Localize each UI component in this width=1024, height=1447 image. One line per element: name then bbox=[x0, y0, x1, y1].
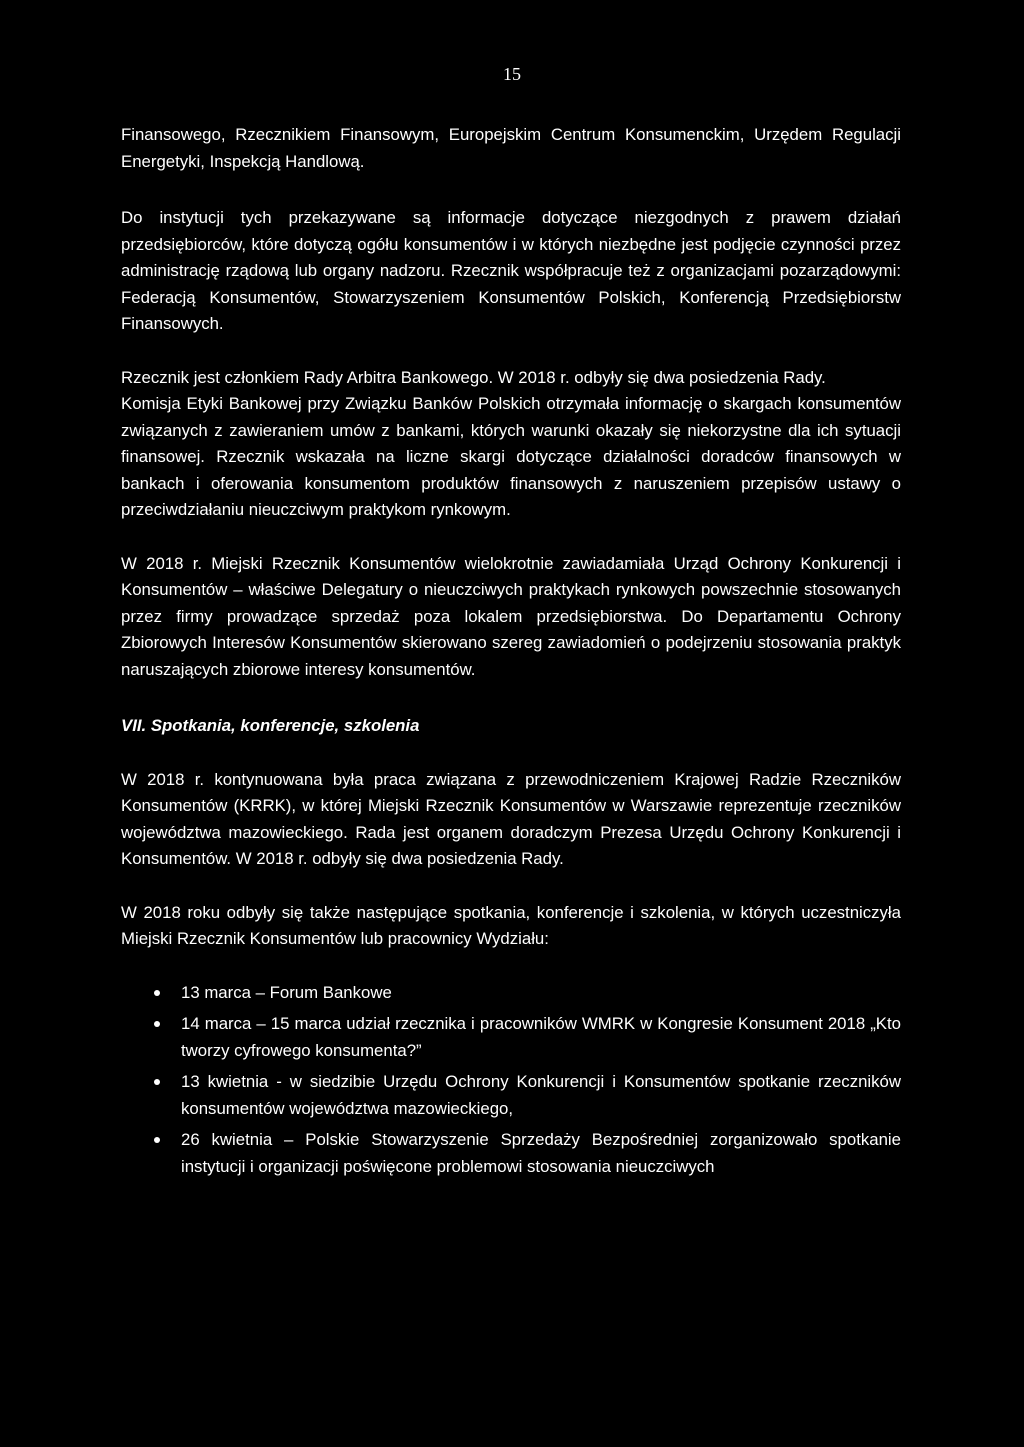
list-item bbox=[121, 1011, 901, 1064]
paragraph-bank-arbiter: Rzecznik jest członkiem Rady Arbitra Bankowego. W 2018 r. odbyły się dwa posiedzenia Rady. bbox=[121, 367, 826, 387]
page-number bbox=[0, 64, 1024, 85]
document-body bbox=[121, 122, 901, 1185]
list-item-text: 13 marca – Forum Bankowe bbox=[181, 982, 392, 1002]
bullet-icon bbox=[154, 990, 160, 996]
paragraph-uokik-notifications: W 2018 r. Miejski Rzecznik Konsumentów wielokrotnie zawiadamiała Urząd Ochrony Konkurencji i Konsumentów – właściwe Delegatury o nieuczciwych praktykach rynkowych powszechnie stosowanych przez firmy prowadzące sprzedaż poza lokalem przedsiębiorstwa. Do Departamentu Ochrony Zbiorowych Interesów Konsumentów skierowano szereg zawiadomień o podejrzeniu stosowania praktyk naruszających zbiorowe interesy konsumentów. bbox=[121, 553, 901, 679]
paragraph-cooperation: Do instytucji tych przekazywane są informacje dotyczące niezgodnych z prawem działań przedsiębiorców, które dotyczą ogółu konsumentów i w których niezbędne jest podjęcie czynności przez administrację rządową lub organy nadzoru. Rzecznik współpracuje też z organizacjami pozarządowymi: Federacją Konsumentów, Stowarzyszeniem Konsumentów Polskich, Konferencją Przedsiębiorstw Finansowych. bbox=[121, 208, 901, 333]
list-item bbox=[121, 1127, 901, 1180]
section-heading: VII. Spotkania, konferencje, szkolenia bbox=[121, 716, 420, 735]
bullet-icon bbox=[154, 1137, 160, 1143]
list-item bbox=[121, 980, 901, 1007]
list-item-text: 14 marca – 15 marca udział rzecznika i pracowników WMRK w Kongresie Konsument 2018 „Kto tworzy cyfrowego konsumenta?” bbox=[181, 1014, 901, 1060]
paragraph-institutions-continued: Finansowego, Rzecznikiem Finansowym, Europejskim Centrum Konsumenckim, Urzędem Regulacji Energetyki, Inspekcją Handlową. bbox=[121, 125, 901, 171]
paragraph-banking-ethics: Komisja Etyki Bankowej przy Związku Banków Polskich otrzymała informację o skargach konsumentów związanych z zawieraniem umów z bankami, których warunki okazały się niekorzystne dla ich sytuacji finansowej. Rzecznik wskazała na liczne skargi dotyczące działalności doradców finansowych w bankach i oferowania konsumentom produktów finansowych z naruszeniem przepisów ustawy o przeciwdziałaniu nieuczciwym praktykom rynkowym. bbox=[121, 394, 901, 519]
paragraph-krrk: W 2018 r. kontynuowana była praca związana z przewodniczeniem Krajowej Radzie Rzeczników Konsumentów (KRRK), w której Miejski Rzecznik Konsumentów w Warszawie reprezentuje rzeczników województwa mazowieckiego. Rada jest organem doradczym Prezesa Urzędu Ochrony Konkurencji i Konsumentów. W 2018 r. odbyły się dwa posiedzenia Rady. bbox=[121, 769, 901, 868]
page-number-text: 15 bbox=[503, 64, 521, 84]
paragraph-meetings-intro: W 2018 roku odbyły się także następujące spotkania, konferencje i szkolenia, w których uczestniczyła Miejski Rzecznik Konsumentów lub pracownicy Wydziału: bbox=[121, 902, 901, 948]
list-item-text: 13 kwietnia - w siedzibie Urzędu Ochrony Konkurencji i Konsumentów spotkanie rzeczników konsumentów województwa mazowieckiego, bbox=[181, 1072, 901, 1118]
meetings-list bbox=[121, 980, 901, 1181]
bullet-icon bbox=[154, 1021, 160, 1027]
list-item-text: 26 kwietnia – Polskie Stowarzyszenie Sprzedaży Bezpośredniej zorganizowało spotkanie instytucji i organizacji poświęcone problemowi stosowania nieuczciwych bbox=[181, 1130, 901, 1176]
list-item bbox=[121, 1069, 901, 1122]
bullet-icon bbox=[154, 1079, 160, 1085]
